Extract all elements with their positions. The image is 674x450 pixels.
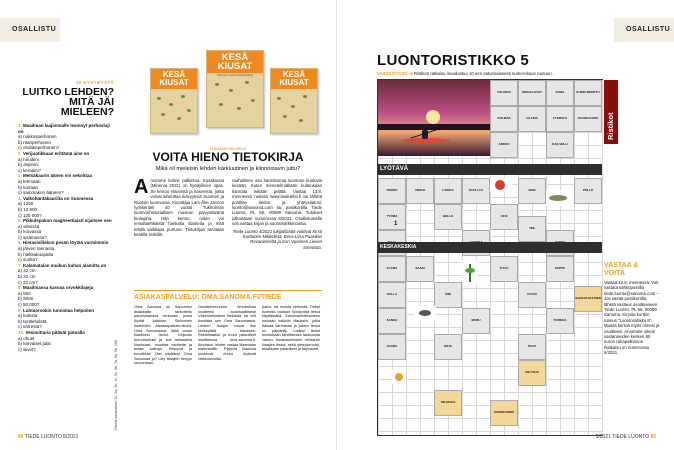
quiz-question-text: Metsäkaurin äänen voi sekoittaa <box>23 173 93 179</box>
crossword-clue: KUORI-PUKKI <box>574 106 602 132</box>
quiz-number: 2. <box>18 150 22 156</box>
crossword-clue: LAIKKA <box>434 178 462 204</box>
quiz-option: a) 500 <box>18 290 31 296</box>
quiz-question-text: Valkohäntäkauriita on Suomessa <box>23 195 94 201</box>
clue-band-1-text: LYÖTÄVÄ <box>380 166 409 172</box>
crossword-clue: KUUSI <box>518 282 546 308</box>
quiz-number: 6. <box>18 240 22 246</box>
clue-band-2-text: KESKAKESKIA <box>380 244 417 250</box>
crossword-clue: SEKAI-LEVAT <box>518 80 546 106</box>
crossword-clue: VESI <box>490 204 518 230</box>
crossword-clue: TYÖMA <box>378 204 406 230</box>
clue-band-1 <box>378 164 602 175</box>
quiz-option: c) ohdakeperhonen? <box>18 145 60 151</box>
crossword-clue: KUULLUT <box>462 178 490 204</box>
quiz-option: b) terälehdistä <box>18 318 47 324</box>
book-cover-3 <box>270 68 318 134</box>
crossword-clue: OLASIS <box>518 106 546 132</box>
footer-right <box>596 434 656 440</box>
quiz-question-text: Kalamatalan muikun kuhan alamitta on <box>23 262 107 268</box>
quiz-title: LUITKO LEHDEN? MITÄ JÄI MIELEEN? <box>22 86 114 118</box>
service-title: ASIAKASPALVELU: OMA.SANOMA.FI/TIEDE <box>134 294 282 301</box>
quiz-option: a) 42 cm <box>18 268 36 274</box>
crossword-clue: MURU <box>462 308 490 334</box>
article-kicker: LUKIJAN PALVELU <box>209 146 247 151</box>
article-col-2 <box>232 178 322 252</box>
quiz-list <box>18 123 114 352</box>
page-number-left: 84 <box>18 434 24 440</box>
crossword-clue: VÄLIKKÖ <box>490 80 518 106</box>
book-title-3: KESÄ KIUSAT <box>271 69 317 89</box>
quiz-option: b) 5000 <box>18 296 34 302</box>
crossword-clue: TORKKA <box>546 308 574 334</box>
page-gutter <box>336 0 337 450</box>
article-text-1: rvomme kolme palkintoa. Kosäkiusat (Minerva 2021) on hyödyllinen opas. Se kertoo eläimistä ja kasveista, jotka voivat aiheuttaa ikävyyksiä Suomen ja Ruotsin luonnossa. Kirjoittaja Lars-Åke Janzon työskenteli 40 vuotta Tukholman luonnonhistoriallisen museon päivystävänä biologina. Hän kertoo, miten voi ennaltaehkäistä hankalia tilanteita ja mitä tehdä vaikkapa purtuna. Tietokirjaa tarvitaan kesällä mökillä. <box>134 178 224 238</box>
book-title-1: KESÄ KIUSAT <box>151 69 197 89</box>
crossword-subtitle: Ristikon ratkaisu muodostuu 10 een satunnaiseesti numeroituun ruutuun. <box>413 71 553 76</box>
quiz-option: b) korvassa <box>18 229 42 235</box>
answer-text: Vastaa 13.8. mennessä. Voit vastata sähköpostilla tiede.luonto@sanoma.com – Jos vastat postikortilla, lähetä vastaus osoitteeseen Tiede Luonto, PL 65, 00089 Sanoma. Kirjoita korttiin tunnus "Luontoristikko 5". Muista kertoa myös nimesi ja osoitteesi. Arvomme oikein vastanneiden kesken 50 euron rahapalkinnon. Ratkaisu on numerossa 6/2021. <box>604 280 660 356</box>
quiz-option: a) silmissä <box>18 223 40 229</box>
answer-title: VASTAA & VOITA <box>604 262 639 277</box>
crossword-clue: TEE <box>518 216 546 242</box>
quiz-option: c) siivet? <box>18 346 36 352</box>
quiz-number: 3. <box>18 173 22 179</box>
quiz-number: 9. <box>18 307 22 313</box>
article-signature: Tiede Luonto 4/2021 lukijatilastot voittivat Kirsti Karttunen Mikkelistä, Eeva-Liisa Paasikivi Rovaniemeltä ja Kari Vuorinen Lieven tunnoista. <box>232 228 322 250</box>
quiz-option: c) varresta? <box>18 324 42 330</box>
tomato-image <box>490 178 512 192</box>
page-number-right: 85 <box>650 434 656 440</box>
crossword-clue: VIIKKO <box>406 178 434 204</box>
footer-right-text: 5/2021 TIEDE LUONTO <box>595 434 650 440</box>
difficulty-label: VAIKEUSTASO: <box>377 71 409 76</box>
kayak-photo <box>378 80 490 156</box>
article-col-1 <box>134 178 224 252</box>
book-cover-2 <box>206 50 264 128</box>
section-label-left: OSALLISTU <box>12 26 57 33</box>
quiz-option: c) suolta? <box>18 257 38 263</box>
quiz-option: c) 22 cm? <box>18 279 38 285</box>
crossword-highlight-clue: SAHKAT-KUUSEN <box>574 286 602 312</box>
quiz-question-text: Pikkulepakon magneettiaisti sijaitsee sen <box>23 218 112 224</box>
section-tab-left <box>0 18 60 42</box>
quiz-number: 10. <box>18 329 25 335</box>
drop-cap: A <box>134 176 149 198</box>
crossword-clue: PROPO <box>378 178 406 204</box>
section-tab-right <box>614 18 674 42</box>
quiz-question-text: Hietasisiliskon pesän löytää varmimmin <box>23 240 109 246</box>
book-cover-1 <box>150 68 198 134</box>
quiz-question-text: Maailman laajimmalle levinnyt perhoslaji on <box>18 123 110 134</box>
article <box>134 146 322 252</box>
crossword-grid <box>377 79 603 436</box>
flower-image <box>392 370 406 384</box>
quiz-question <box>18 123 114 134</box>
crossword-clue: TUULI <box>490 256 518 282</box>
crossword-clue: KAS-VELLI <box>546 132 574 158</box>
crossword-clue: SAARI <box>406 256 434 282</box>
crossword-clue: SANKA <box>378 308 406 334</box>
quiz-option: b) ritariperhonen <box>18 139 52 145</box>
bird-image <box>414 306 436 320</box>
quiz-option: a) ohuet <box>18 335 35 341</box>
quiz-option: a) järven rannasta <box>18 246 55 252</box>
quiz-option: b) 12 500 <box>18 206 38 212</box>
quiz-kicker: 10 KYSYMYSTÄ <box>76 80 114 85</box>
crossword-clue: HALLA <box>378 282 406 308</box>
footer-left <box>18 434 78 440</box>
quiz-option: a) nokkosperhonen <box>18 134 57 140</box>
crossword-clue: KURKI-MONTTU <box>574 80 602 106</box>
quiz-option: b) aspiriini <box>18 162 39 168</box>
crossword-cell-number: 1 <box>394 221 398 227</box>
quiz-option: a) hirudiini <box>18 156 39 162</box>
quiz-option: b) karvaiset jalat <box>18 341 51 347</box>
quiz-question-text: Verijuotikkaan erittämä aine on <box>23 150 90 156</box>
quiz-option: c) sisämassa? <box>18 234 47 240</box>
footer-left-text: TIEDE LUONTO 5/2021 <box>24 434 79 440</box>
article-title: VOITA HIENO TIETOKIRJA <box>152 150 304 164</box>
crossword-highlight-clue: VIE-TOJA <box>518 360 546 386</box>
quiz-option: b) hiekkakuopalta <box>18 251 54 257</box>
service-col-1: Oma Sanoma on Sanomien asiakkaille tarkoitettu palvelukanava verkossa, jonka löydät kaikkien Sanomien tuotteiden asiakaspalvelu-tiedot. Oma Sanomassa: lisää oman tilauksesi tiedot. Kirjaudu tunnuksellasi ja voit tarkastella tilauksiasi, muuttaa osoitetta ja antaa katkoja. Helppoa ja turvallista! Olet käyttänyt Oma Sanomaa jo? Liity tilaajien tietyyn seurantaan. <box>134 305 192 366</box>
crossword-clue: FYSIIKKA <box>546 106 574 132</box>
quiz-option: a) 1250 <box>18 201 34 207</box>
crossword-clue: ARKKU <box>490 132 518 158</box>
quiz-option: c) 50 000? <box>18 302 40 307</box>
grid-line <box>602 80 603 435</box>
quiz-option: a) kukista <box>18 313 38 319</box>
quiz-question-text: Vesimittaria pitävät pinnalla <box>25 329 85 335</box>
answer-box <box>604 262 660 358</box>
quiz-number: 8. <box>18 285 22 291</box>
quiz-option: c) sammakon ääneen? <box>18 190 64 196</box>
crossword-highlight-clue: VIE-MAHA <box>434 390 462 416</box>
grid-line <box>574 80 575 435</box>
crossword-title: LUONTORISTIKKO 5 <box>377 52 530 69</box>
crossword-highlight-clue: SUOMI-KORPI <box>490 400 518 426</box>
quiz-option: b) 32 cm <box>18 274 36 280</box>
answers-vertical-text: Oikeat vastaukset: 1c, 2a, 3b, 4c, 5c, 6b, 7a, 8a, 9b, 10b <box>114 340 118 430</box>
crossword-clue: PAJU <box>518 334 546 360</box>
book-subtitle: Suomen Luonto luontotietokirja <box>217 74 253 77</box>
ristikot-brand-text: Ristikot <box>606 112 615 140</box>
ristikot-brand <box>604 80 618 144</box>
crossword-clue: SINI <box>434 282 462 308</box>
quiz-question-text: Luhtaorvokin tunnistaa helpoiten <box>23 307 95 313</box>
quiz-option: c) 125 000? <box>18 212 42 218</box>
crossword-clue: KOLMAS <box>490 106 518 132</box>
quiz-option: a) lehmään <box>18 178 41 184</box>
grid-line <box>588 80 589 435</box>
quiz-question-text: Maailmassa kasvaa orvokkilajeja <box>23 285 94 291</box>
quiz-number: 4. <box>18 195 22 201</box>
quiz-option: b) koiraan <box>18 184 39 190</box>
article-lead: Mikä oli mieleisin lehden kärkiuutinen ja kiinnostavin juttu? <box>155 166 301 172</box>
quiz-number: 5. <box>18 218 22 224</box>
crossword-clue: HELLO <box>434 204 462 230</box>
crossword-clue: PÖLLÖ <box>574 178 602 204</box>
sun-icon <box>426 110 440 124</box>
fish-image <box>546 190 574 206</box>
quiz-question <box>18 218 114 224</box>
crossword-header <box>377 52 553 76</box>
crossword-clue: KUHA <box>546 80 574 106</box>
service-rule <box>134 290 322 291</box>
section-label-right: OSALLISTU <box>626 26 671 33</box>
book-title-2: KESÄ KIUSAT <box>207 51 263 73</box>
crossword-clue: KYLMÄ <box>378 256 406 282</box>
plant-image <box>462 260 478 284</box>
quiz-column <box>18 80 114 352</box>
answers-vertical <box>114 300 124 430</box>
article-text-2: rauhallinen osa harmittomia luontoon kuuluvia kesään. Kuten menetelmiäkään kuitenkaan kannata mikään pelätä. Vastaa 13.8. mennessä netissä www.tiedelehti.fi tai lähetä postitse tiedon ja yhteystietosi: luonto@sanoma.com tai postikortilla Tiede Luonto, PL 65, 00089 Sanoma. Tulokset julkaistaan numerossa 6/2021. Osallistumalla voit voittaa kirjan ja suoramarkkinointia. <box>232 178 322 227</box>
crossword-clue: KOTA <box>434 334 462 360</box>
clue-band-2 <box>378 242 602 253</box>
service-section <box>134 294 322 368</box>
crossword-clue: AINO <box>518 178 546 204</box>
quiz-option: c) keratiini? <box>18 167 42 173</box>
quiz-number: 7. <box>18 262 22 268</box>
crossword-clue: KAPPA <box>546 256 574 282</box>
crossword-clue: VAARA <box>378 334 406 360</box>
difficulty-icon: ■ <box>410 71 413 76</box>
service-col-3: paino- tai muista virheistä. Tiettyt tuotteita voidaan hyödyntää tietoa käyttämällä. Sanomalehtituotteen mukaan kaikkiin tilauksiin, jotka haluaa varmistaa ja joiden tiedot on päivitetty. Lisäksi tiedot toimitetaan tarvittaessa laskutusta varten. Asiakasrekisteri rekisteröi tilaajien tiedot, sekä yhteydenotot, asiakkaan palautteet ja tarjoukset. <box>262 305 320 352</box>
quiz-number: 1. <box>18 123 22 128</box>
service-col-2: Osoitteenmuutos: Ilmoitathan osoitteesi automaattisesti Väestörekisterin tiedoista, tai voit ilmoittaa sen Oma Sanomassa. Lehtien tilaajat voivat itse keskeyttää tilauksen. Reklamaatiot ja muut palautteet osoitteessa oma.sanoma.fi. Ainoistot: lehdet vastaa tilaamaan materiaaliin. Pysyviä tilauksia koskevat ehdot löytyvät verkkosivuilta. <box>198 305 256 361</box>
